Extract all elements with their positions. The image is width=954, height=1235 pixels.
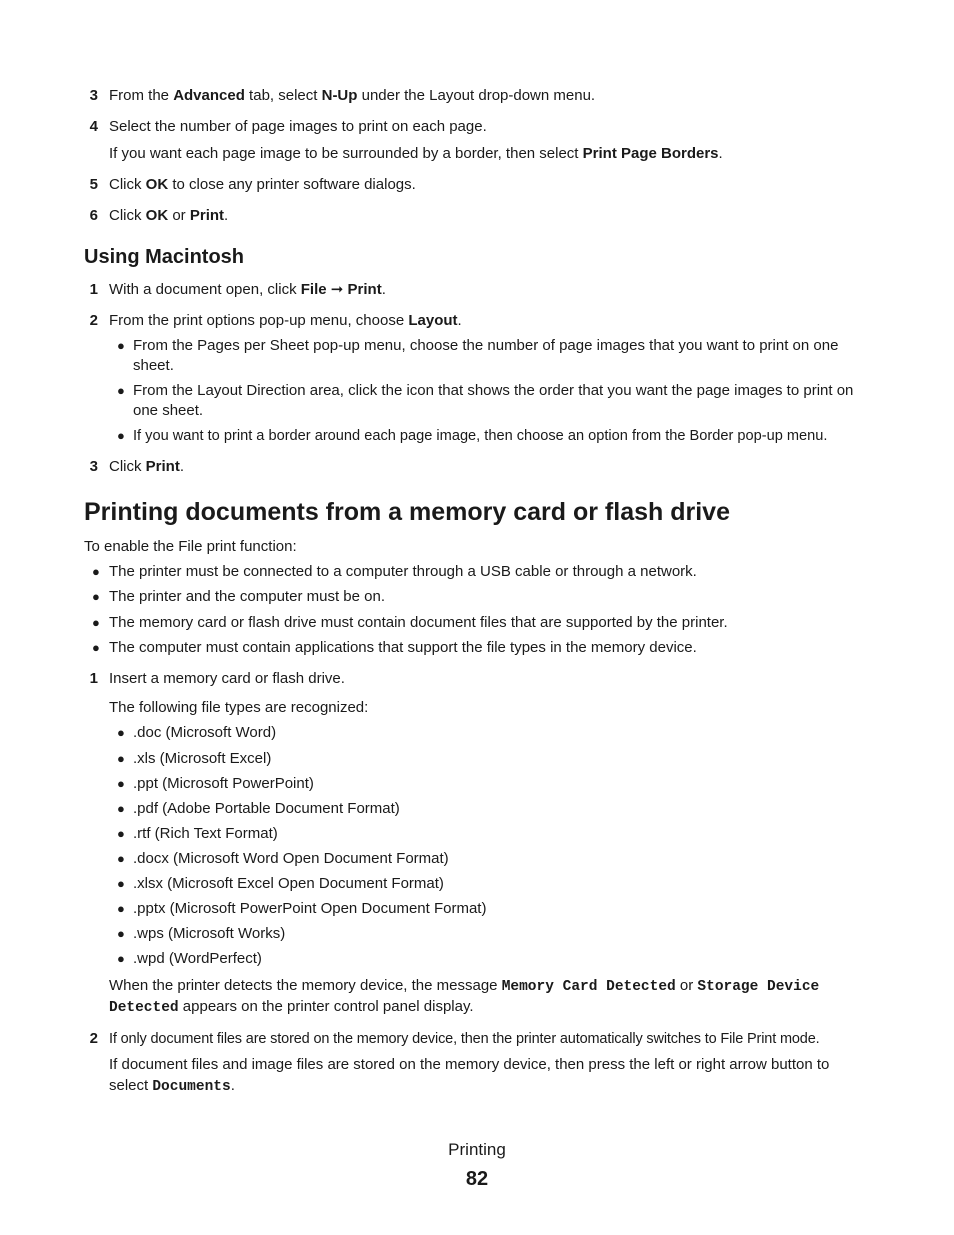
bullet-icon: ● [117,338,125,353]
bullet-icon: ● [92,640,100,655]
step-text: From the print options pop-up menu, choose Layout. [109,312,462,329]
step-number: 3 [89,458,98,475]
list-item: The printer must be connected to a computer through a USB cable or through a network. [109,563,697,580]
footer-section-label: Printing [448,1140,506,1159]
list-item: From the Pages per Sheet pop-up menu, choose the number of page images that you want to print on one sheet. [133,337,839,374]
bullet-icon: ● [92,564,100,579]
step-note: If you want each page image to be surrounded by a border, then select Print Page Borders. [109,145,723,162]
file-type-item: .docx (Microsoft Word Open Document Format) [133,850,449,867]
step-text: Insert a memory card or flash drive. [109,670,345,687]
list-item: The printer and the computer must be on. [109,588,385,605]
step-number: 2 [89,1030,98,1047]
step-text: From the Advanced tab, select N-Up under the Layout drop-down menu. [109,87,596,104]
list-item: If you want to print a border around each page image, then choose an option from the Border pop-up menu. [133,428,828,444]
bullet-icon: ● [117,801,125,816]
file-type-item: .xls (Microsoft Excel) [133,750,272,767]
list-item: The computer must contain applications that support the file types in the memory device. [109,639,697,656]
step-number: 6 [89,207,98,224]
step-text: With a document open, click File ➞ Print. [109,281,386,298]
step-note-line-1: If document files and image files are stored on the memory device, then press the left or right arrow button to [109,1056,830,1073]
file-type-item: .wps (Microsoft Works) [133,925,286,942]
bullet-icon: ● [117,751,125,766]
bullet-icon: ● [92,589,100,604]
main-heading: Printing documents from a memory card or flash drive [84,498,730,526]
step-note: The following file types are recognized: [109,699,369,716]
step-note-line-2: select Documents. [109,1077,235,1095]
step-number: 2 [89,312,98,329]
bullet-icon: ● [117,901,125,916]
bullet-icon: ● [117,826,125,841]
file-type-item: .wpd (WordPerfect) [133,950,262,967]
step-number: 3 [89,87,98,104]
step-number: 1 [89,281,98,298]
step-text: Click OK or Print. [109,207,229,224]
step-text: Click Print. [109,458,185,475]
bullet-icon: ● [117,851,125,866]
bullet-icon: ● [117,876,125,891]
step-number: 5 [89,176,98,193]
message-line-2: Detected appears on the printer control panel display. [109,998,474,1016]
bullet-icon: ● [117,776,125,791]
page-number: 82 [465,1168,489,1190]
step-text: Click OK to close any printer software dialogs. [109,176,416,193]
list-item: From the Layout Direction area, click the icon that shows the order that you want the page images to print on one sheet. [133,382,854,419]
step-number: 4 [89,118,98,135]
bullet-icon: ● [117,383,125,398]
message-line-1: When the printer detects the memory device, the message Memory Card Detected or Storage Device [109,977,820,995]
bullet-icon: ● [117,725,125,740]
step-text: If only document files are stored on the memory device, then the printer automatically switches to File Print mode. [109,1031,820,1047]
bullet-icon: ● [117,428,125,443]
step-text: Select the number of page images to print on each page. [109,118,487,135]
section-heading: Using Macintosh [84,246,245,268]
file-type-item: .ppt (Microsoft PowerPoint) [133,775,314,792]
file-type-item: .rtf (Rich Text Format) [133,825,278,842]
file-type-item: .pptx (Microsoft PowerPoint Open Document Format) [133,900,487,917]
step-number: 1 [89,670,98,687]
bullet-icon: ● [117,926,125,941]
list-item: The memory card or flash drive must contain document files that are supported by the printer. [109,614,728,631]
bullet-icon: ● [92,615,100,630]
file-type-item: .pdf (Adobe Portable Document Format) [133,800,400,817]
file-type-item: .doc (Microsoft Word) [133,724,277,741]
file-type-item: .xlsx (Microsoft Excel Open Document Format) [133,875,444,892]
intro-text: To enable the File print function: [84,538,297,555]
bullet-icon: ● [117,951,125,966]
